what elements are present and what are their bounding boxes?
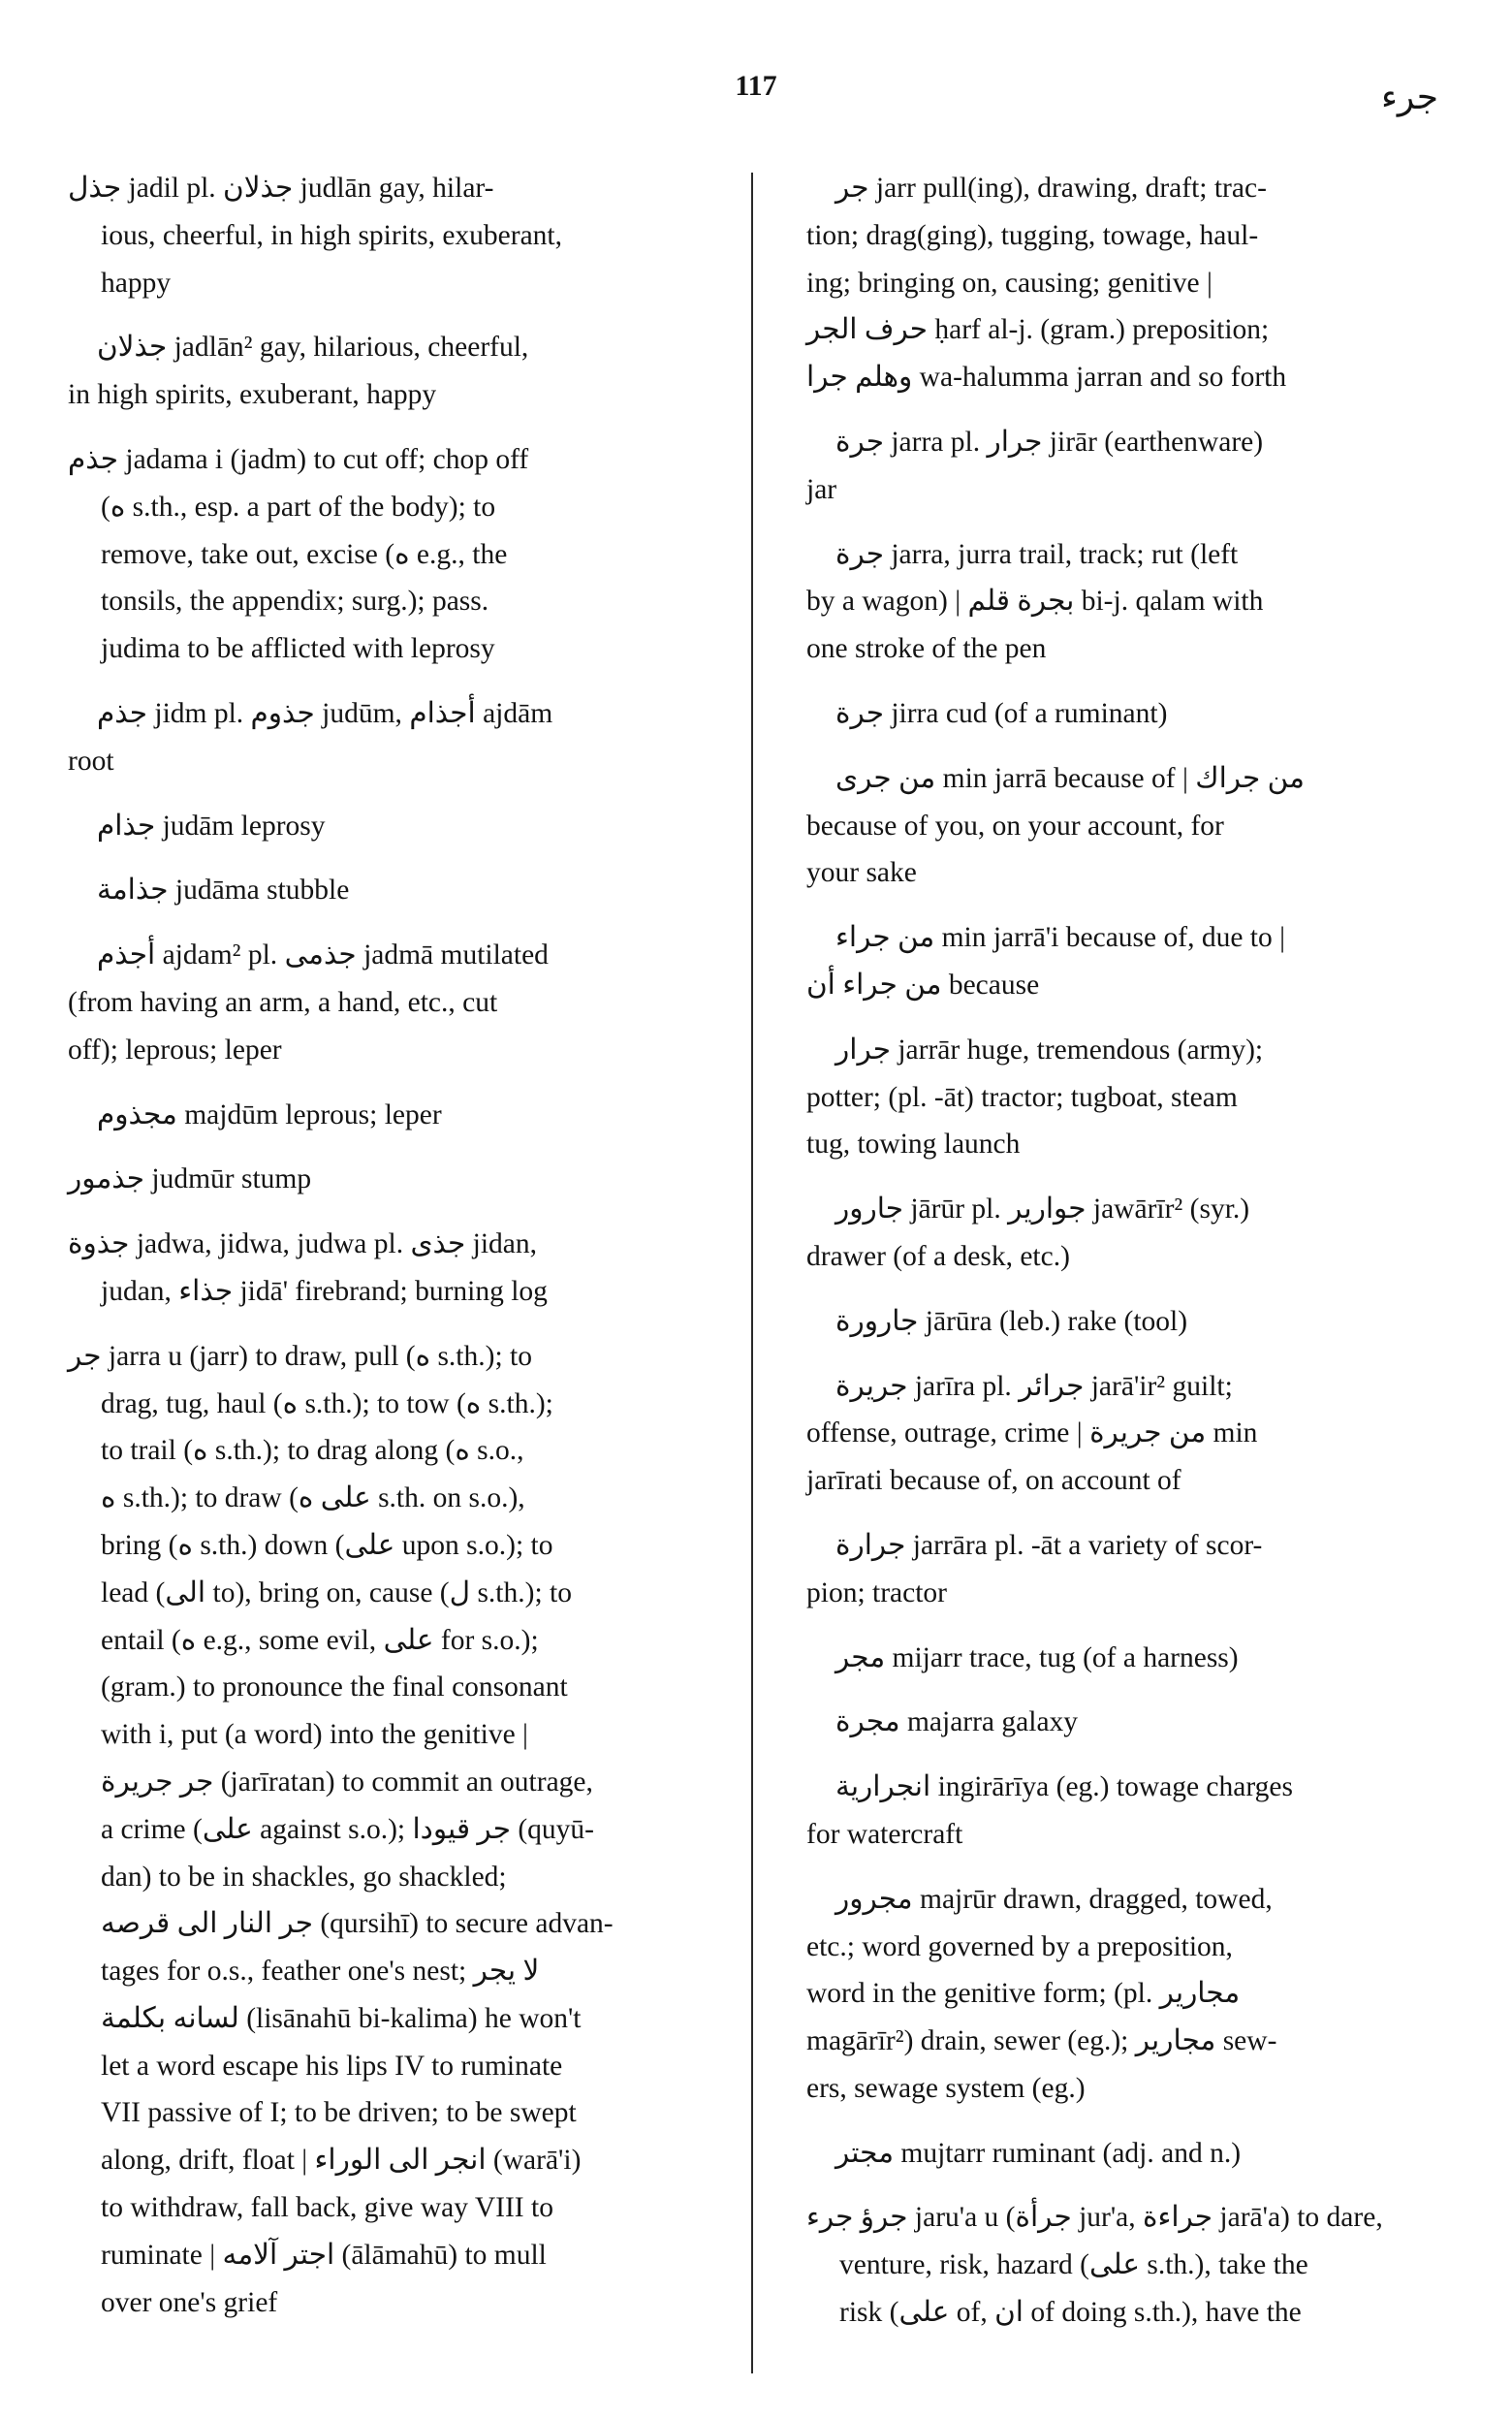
dictionary-entry: مجرة majarra galaxy (835, 1706, 1079, 1738)
dictionary-entry: جذمور judmūr stump (68, 1163, 312, 1195)
dictionary-entry: انجرارية ingirārīya (eg.) towage charges for watercraft (806, 1771, 1293, 1850)
dictionary-entry: من جرى min jarrā because of | من جراك because of you, on your account, for your sake (806, 762, 1305, 889)
dictionary-entry: جذامة judāma stubble (97, 875, 350, 907)
running-head: جرء (1380, 78, 1438, 117)
dictionary-entry: مجرور majrūr drawn, dragged, towed, etc.; word governed by a preposition, word in the genitive form; (pl. مجارير magārīr²) drain, sewer (eg.); مجارير sew- ers, sewage system (eg.) (806, 1883, 1277, 2104)
page-number: 117 (735, 70, 777, 102)
right-column (806, 165, 1446, 2354)
dictionary-entry: جرة jarra, jurra trail, track; rut (left by a wagon) | بجرة قلم bi-j. qalam with one stroke of the pen (806, 538, 1264, 665)
dictionary-entry: مجذوم majdūm leprous; leper (97, 1098, 442, 1130)
dictionary-entry: من جراء min jarrā'i because of, due to | من جراء أن because (806, 922, 1286, 1001)
dictionary-entry: جرة jirra cud (of a ruminant) (835, 697, 1168, 729)
left-column (68, 165, 715, 2343)
dictionary-entry: جر jarra u (jarr) to draw, pull (ه s.th.); to drag, tug, haul (ه s.th.); to tow (ه s.th.); to trail (ه s.th.); to drag along (ه s.o., ه s.th.); to draw (على ه s.th. on s.o.), bring (ه s.th.) down (على upon s.o.); to lead (الى to), bring on, cause (ل s.th.); to entail (ه e.g., some evil, على for s.o.); (gram.) to pronounce the final consonant with i, put (a word) into the genitive | جر جريرة (jarīratan) to commit an outrage, a crime (على against s.o.); جر قيودا (quyū- dan) to be in shackles, go shackled; جر النار الى قرصه (qursihī) to secure advan- tages for o.s., feather one's nest; لا يجر لسانه بكلمة (lisānahū bi-kalima) he won't let a word escape his lips IV to ruminate VII passive of I; to be driven; to be swept along, drift, float | انجر الى الوراء (warā'i) to withdraw, fall back, give way VIII to ruminate | اجتر آلامه (ālāmahū) to mull over one's grief (68, 1340, 614, 2318)
dictionary-entry: جريرة jarīra pl. جرائر jarā'ir² guilt; offense, outrage, crime | من جريرة min jarīrati because of, on account of (806, 1370, 1258, 1497)
dictionary-entry: جارور jārūr pl. جوارير jawārīr² (syr.) drawer (of a desk, etc.) (806, 1194, 1250, 1272)
dictionary-entry: جذم jadama i (jadm) to cut off; chop off (ه s.th., esp. a part of the body); to remove, take out, excise (ه e.g., the tonsils, the appendix; surg.); pass. judima to be afflicted with leprosy (68, 443, 529, 665)
dictionary-entry: جرة jarra pl. جرار jirār (earthenware) jar (806, 426, 1264, 505)
column-divider (751, 173, 753, 2373)
dictionary-entry: جرار jarrār huge, tremendous (army); potter; (pl. -āt) tractor; tugboat, steam tug, towing launch (806, 1034, 1264, 1161)
dictionary-entry: جذم jidm pl. جذوم judūm, أجذام ajdām root (68, 697, 553, 777)
dictionary-entry: جذوة jadwa, jidwa, judwa pl. جذى jidan, judan, جذاء jidā' firebrand; burning log (68, 1228, 548, 1307)
dictionary-entry: مجر mijarr trace, tug (of a harness) (835, 1641, 1239, 1673)
dictionary-entry: جارورة jārūra (leb.) rake (tool) (835, 1305, 1188, 1337)
dictionary-entry: جذل jadil pl. جذلان judlān gay, hilar- ious, cheerful, in high spirits, exuberant, happy (68, 173, 562, 299)
dictionary-entry: جذلان jadlān² gay, hilarious, cheerful, in high spirits, exuberant, happy (68, 332, 529, 411)
dictionary-entry: جرؤ جرء jaru'a u (جرأة jur'a, جراءة jarā'a) to dare, venture, risk, hazard (على s.th.), take the risk (على of, ان of doing s.th.), have the (806, 2202, 1383, 2329)
dictionary-entry: جر jarr pull(ing), drawing, draft; trac- tion; drag(ging), tugging, towage, haul- ing; bringing on, causing; genitive | حرف الجر ḥarf al-j. (gram.) preposition; وهلم جرا wa-halumma jarran and so forth (806, 173, 1287, 394)
dictionary-entry: مجتر mujtarr ruminant (adj. and n.) (835, 2137, 1242, 2169)
dictionary-entry: جرارة jarrāra pl. -āt a variety of scor- pion; tractor (806, 1529, 1263, 1608)
dictionary-entry: جذام judām leprosy (97, 810, 326, 842)
dictionary-entry: أجذم ajdam² pl. جذمى jadmā mutilated (from having an arm, a hand, etc., cut off); leprous; leper (68, 939, 549, 1066)
